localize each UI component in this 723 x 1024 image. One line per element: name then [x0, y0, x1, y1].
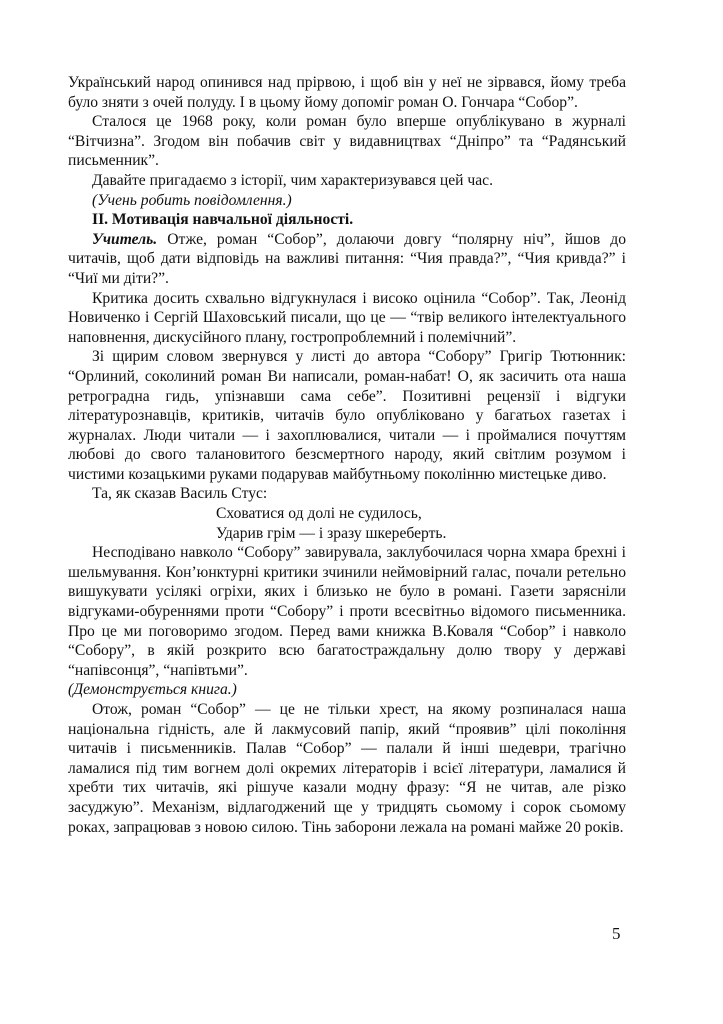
poem-quote	[216, 504, 626, 543]
poem-line: Ударив грім — і зразу шкереберть.	[216, 524, 447, 542]
paragraph-critics: Критика досить схвально відгукнулася і високо оцінила “Собор”. Так, Леонід Новиченко і Сергій Шаховський писали, що це — “твір великого інтелектуального наповнення, дискусійного плану, гостропроблемний і полемічний”.	[68, 289, 626, 346]
paragraph-history-prompt: Давайте пригадаємо з історії, чим характеризувався цей час.	[92, 171, 494, 189]
teacher-speech: Отже, роман “Собор”, долаючи довгу “полярну ніч”, йшов до читачів, щоб дати відповідь на важливі питання: “Чия правда?”, “Чия кривда?” і “Чиї ми діти?”.	[68, 230, 626, 287]
page-body	[68, 73, 626, 837]
paragraph-stus-intro: Та, як сказав Василь Стус:	[92, 485, 268, 503]
paragraph-intro: Український народ опинився над прірвою, і щоб він у неї не зірвався, йому треба було зняти з очей полуду. І в цьому йому допоміг роман О. Гончара “Собор”.	[68, 74, 626, 111]
section-heading-motivation: ІІ. Мотивація навчальної діяльності.	[92, 211, 354, 229]
paragraph-teacher	[68, 230, 626, 289]
paragraph-conclusion: Отож, роман “Собор” — це не тільки хрест, на якому розпиналася наша національна гідність, але й лакмусовий папір, який “проявив” цілі покоління читачів і письменників. Палав “Собор” — палали й інші шедеври, трагічно ламалися під тим вогнем долі окремих літераторів і всієї літератури, ламалися й хребти тих читачів, які рішуче казали модну фразу: “Я не читав, але різко засуджую”. Механізм, відлагоджений ще у тридцять сьомому і сорок сьомому роках, запрацював з новою силою. Тінь заборони лежала на романі майже 20 років.	[68, 701, 626, 836]
stage-direction-book-demo: (Демонструється книга.)	[68, 681, 237, 699]
poem-line: Сховатися од долі не судилось,	[216, 505, 422, 523]
paragraph-persecution: Несподівано навколо “Собору” завирувала, заклубочилася чорна хмара брехні і шельмування. Кон’юнктурні критики зчинили неймовірний галас, почали ретельно вишукувати усілякі огріхи, яких і близько не було в романі. Газети зарясніли відгуками-обуреннями проти “Собору” і проти всесвітньо відомого письменника. Про це ми поговоримо згодом. Перед вами книжка В.Коваля “Собор” і навколо “Собору”, в якій розкрито всю багатостраждальну долю твору у державі “напівсонця”, “напівтьми”.	[68, 544, 626, 679]
stage-direction-student-report: (Учень робить повідомлення.)	[92, 191, 292, 209]
paragraph-tiutiunnyk-letter: Зі щирим словом звернувся у листі до автора “Собору” Григір Тютюнник: “Орлиний, соколиний роман Ви написали, роман-набат! О, як засичить ота наша ретроградна гидь, упізнавши сама себе”. Позитивні рецензії і відгуки літературознавців, критиків, читачів було опубліковано у багатьох газетах і журналах. Люди читали — і захоплювалися, читали — і проймалися почуттям любові до свого талановитого безсмертного народу, який світлим розумом і чистими козацькими руками подарував майбутньому поколінню мистецьке диво.	[68, 348, 626, 483]
page-number: 5	[612, 924, 621, 943]
paragraph-publication: Сталося це 1968 року, коли роман було вперше опублікувано в журналі “Вітчизна”. Згодом він побачив світ у видавництвах “Дніпро” та “Радянський письменник”.	[68, 113, 626, 170]
speaker-label-teacher: Учитель.	[92, 230, 158, 248]
